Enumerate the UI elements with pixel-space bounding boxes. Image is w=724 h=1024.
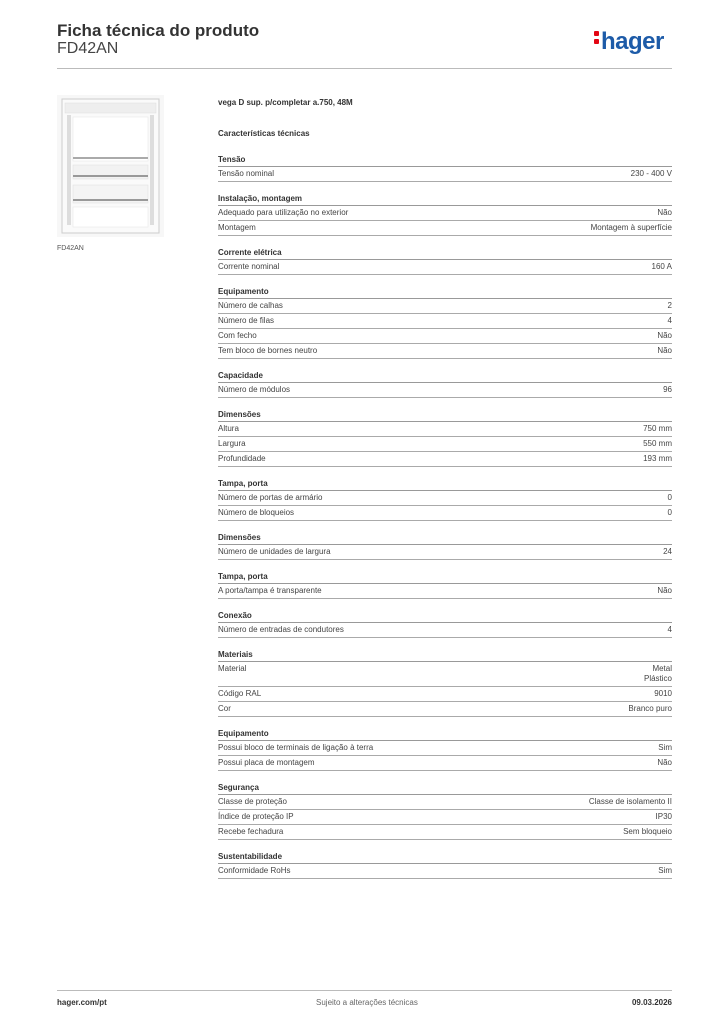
spec-label: Material [218,664,247,673]
spec-row [218,506,672,521]
spec-label: Índice de proteção IP [218,812,294,821]
spec-group [218,850,672,879]
spec-group [218,727,672,771]
spec-value: 193 mm [643,454,672,463]
spec-label: Largura [218,439,246,448]
spec-label: Cor [218,704,231,713]
spec-label: Tem bloco de bornes neutro [218,346,318,355]
spec-value: Não [657,346,672,355]
spec-group [218,369,672,398]
header-divider [57,68,672,69]
spec-value: 4 [667,625,672,634]
spec-value: 750 mm [643,424,672,433]
spec-group [218,246,672,275]
hager-logo [594,28,664,56]
group-title: Segurança [218,781,672,795]
spec-value: 96 [663,385,672,394]
page-title: Ficha técnica do produto [57,21,260,40]
spec-row [218,741,672,756]
spec-label: Corrente nominal [218,262,280,271]
spec-row [218,344,672,359]
spec-label: Possui bloco de terminais de ligação à terra [218,743,374,752]
group-title: Tampa, porta [218,477,672,491]
spec-label: Número de calhas [218,301,283,310]
spec-group [218,477,672,521]
spec-row [218,329,672,344]
spec-label: Profundidade [218,454,266,463]
spec-row [218,825,672,840]
spec-value: Sim [658,866,672,875]
spec-row [218,662,672,687]
spec-row [218,422,672,437]
spec-row [218,756,672,771]
group-title: Equipamento [218,285,672,299]
spec-value: 160 A [651,262,672,271]
spec-group [218,153,672,182]
group-title: Capacidade [218,369,672,383]
spec-group [218,285,672,359]
spec-label: Número de bloqueios [218,508,295,517]
spec-label: A porta/tampa é transparente [218,586,322,595]
spec-row [218,623,672,638]
spec-value: 2 [667,301,672,310]
product-image [57,95,164,237]
spec-row [218,299,672,314]
group-title: Sustentabilidade [218,850,672,864]
spec-group [218,781,672,840]
spec-group [218,192,672,236]
spec-content [218,98,672,879]
spec-value: Metal Plástico [643,664,672,683]
spec-row [218,167,672,182]
spec-row [218,687,672,702]
spec-label: Altura [218,424,239,433]
group-title: Dimensões [218,531,672,545]
product-description: vega D sup. p/completar a.750, 48M [218,98,353,107]
section-title: Características técnicas [218,129,310,138]
spec-label: Classe de proteção [218,797,287,806]
spec-value: IP30 [655,812,672,821]
group-title: Tensão [218,153,672,167]
spec-row [218,260,672,275]
logo-text: hager [601,28,664,55]
spec-value: Sem bloqueio [623,827,672,836]
spec-value: Sim [658,743,672,752]
spec-value: 4 [667,316,672,325]
spec-group [218,570,672,599]
spec-label: Com fecho [218,331,257,340]
spec-label: Número de módulos [218,385,291,394]
spec-value: Não [657,331,672,340]
spec-value: Classe de isolamento II [588,797,672,806]
spec-value: Não [657,586,672,595]
spec-row [218,383,672,398]
group-title: Equipamento [218,727,672,741]
spec-row [218,545,672,560]
spec-row [218,702,672,717]
spec-value: 9010 [654,689,672,698]
spec-value: Montagem à superfície [590,223,672,232]
spec-label: Número de portas de armário [218,493,323,502]
group-title: Instalação, montagem [218,192,672,206]
spec-group [218,531,672,560]
spec-label: Número de filas [218,316,275,325]
spec-group [218,648,672,717]
footer-website: hager.com/pt [57,998,107,1007]
spec-group [218,609,672,638]
spec-value: Branco puro [628,704,672,713]
logo-dots-icon [594,28,599,47]
group-title: Conexão [218,609,672,623]
spec-label: Possui placa de montagem [218,758,315,767]
spec-row [218,314,672,329]
image-caption: FD42AN [57,245,84,252]
spec-row [218,491,672,506]
spec-value: 0 [667,508,672,517]
spec-value: Não [657,758,672,767]
spec-row [218,584,672,599]
spec-row [218,452,672,467]
spec-row [218,795,672,810]
spec-value: 0 [667,493,672,502]
spec-groups [218,153,672,879]
spec-row [218,437,672,452]
footer-date: 09.03.2026 [631,998,672,1007]
spec-value: 550 mm [643,439,672,448]
group-title: Materiais [218,648,672,662]
spec-label: Número de entradas de condutores [218,625,344,634]
product-code: FD42AN [57,40,119,57]
spec-label: Adequado para utilização no exterior [218,208,349,217]
spec-label: Tensão nominal [218,169,275,178]
spec-row [218,810,672,825]
spec-label: Número de unidades de largura [218,547,331,556]
spec-label: Conformidade RoHs [218,866,291,875]
group-title: Dimensões [218,408,672,422]
group-title: Corrente elétrica [218,246,672,260]
group-title: Tampa, porta [218,570,672,584]
spec-group [218,408,672,467]
footer-note: Sujeito a alterações técnicas [316,998,418,1007]
spec-value: 230 - 400 V [630,169,672,178]
spec-label: Código RAL [218,689,262,698]
spec-label: Montagem [218,223,256,232]
spec-row [218,221,672,236]
spec-row [218,864,672,879]
spec-value: Não [657,208,672,217]
spec-row [218,206,672,221]
footer-divider [57,990,672,991]
spec-value: 24 [663,547,672,556]
spec-label: Recebe fechadura [218,827,284,836]
